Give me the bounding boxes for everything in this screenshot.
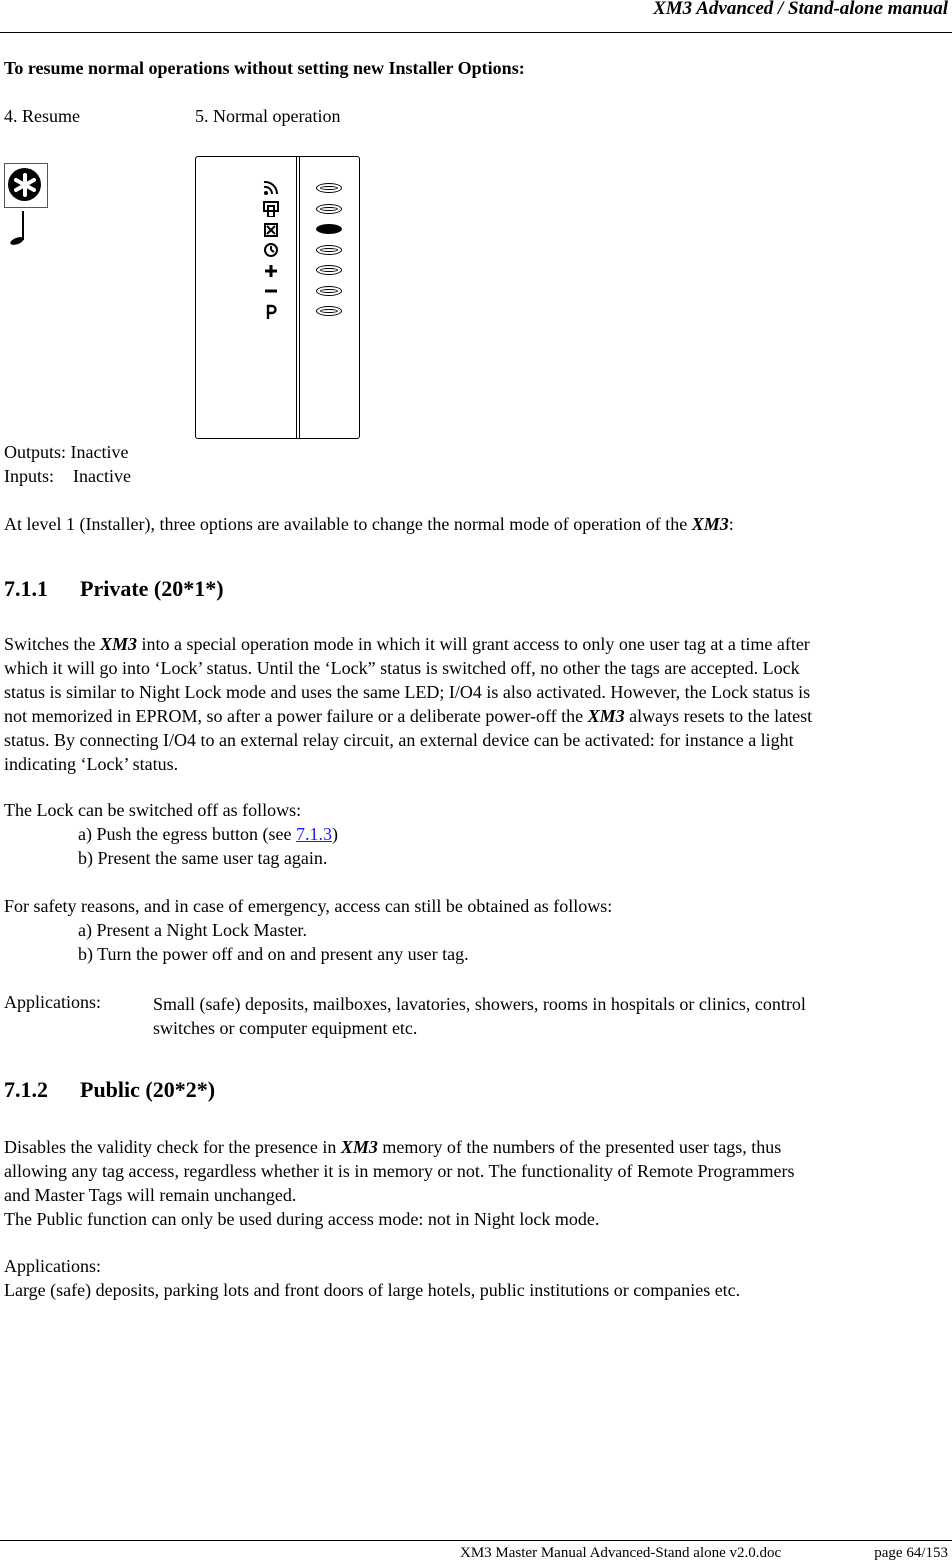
public-applications-text: Large (safe) deposits, parking lots and front doors of large hotels, public institutions or companies etc. xyxy=(4,1280,741,1300)
minus-icon xyxy=(262,283,280,299)
outputs-status: Outputs: Inactive xyxy=(4,442,129,462)
private-applications-label: Applications: xyxy=(4,992,101,1012)
plus-icon xyxy=(262,263,280,279)
section-7-1-2-heading: 7.1.2 Public (20*2*) xyxy=(4,1077,216,1102)
led-7 xyxy=(316,306,342,316)
running-header-title: XM3 Advanced / Stand-alone manual xyxy=(653,0,948,19)
panel-divider xyxy=(296,157,300,438)
step-5-label: 5. Normal operation xyxy=(195,106,341,126)
music-note-icon xyxy=(4,210,28,246)
resume-heading: To resume normal operations without setting new Installer Options: xyxy=(4,58,525,78)
private-applications-text: Small (safe) deposits, mailboxes, lavatories, showers, rooms in hospitals or clinics, control switches or computer equipment etc. xyxy=(153,994,806,1038)
safety-intro: For safety reasons, and in case of emergency, access can still be obtained as follows: xyxy=(4,896,613,916)
level-options-text: At level 1 (Installer), three options are available to change the normal mode of operation of the XM3: xyxy=(4,514,734,534)
inputs-status: Inputs: Inactive xyxy=(4,466,131,486)
led-3 xyxy=(316,224,342,234)
clock-icon xyxy=(262,242,280,258)
footer-page-number: page 64/153 xyxy=(874,1545,948,1561)
p-letter-icon xyxy=(262,304,280,320)
reader-led-panel xyxy=(195,156,360,439)
header-rule xyxy=(0,32,952,33)
safety-option-a: a) Present a Night Lock Master. xyxy=(78,920,307,940)
section-7-1-1-heading: 7.1.1 Private (20*1*) xyxy=(4,576,224,601)
public-description: Disables the validity check for the presence in XM3 memory of the numbers of the presented user tags, thus allowing any tag access, regardless whether it is in memory or not. The functionality of Remote Programmers and Master Tags will remain unchanged. The Public function can only be used during access mode: not in Night lock mode. xyxy=(4,1137,795,1229)
step-4-label: 4. Resume xyxy=(4,106,80,126)
footer-file-name: XM3 Master Manual Advanced-Stand alone v2.0.doc xyxy=(460,1545,782,1561)
section-7-1-3-link[interactable]: 7.1.3 xyxy=(295,824,332,844)
lock-off-option-b: b) Present the same user tag again. xyxy=(78,848,328,868)
public-applications-label: Applications: xyxy=(4,1256,101,1276)
private-description: Switches the XM3 into a special operation mode in which it will grant access to only one user tag at a time after which it will go into ‘Lock’ status. Until the ‘Lock” status is switched off, no other the tags are accepted. Lock status is similar to Night Lock mode and uses the same LED; I/O4 is also activated. However, the Lock status is not memorized in EPROM, so after a power failure or a deliberate power-off the XM3 always resets to the latest status. By connecting I/O4 to an external relay circuit, an external device can be activated: for instance a light indicating ‘Lock’ status. xyxy=(4,634,813,774)
safety-option-b: b) Turn the power off and on and present any user tag. xyxy=(78,944,469,964)
led-2 xyxy=(316,204,342,214)
led-1 xyxy=(316,183,342,193)
led-5 xyxy=(316,265,342,275)
led-6 xyxy=(316,286,342,296)
led-4 xyxy=(316,245,342,255)
footer-rule xyxy=(0,1540,952,1541)
lock-off-option-a: a) Push the egress button (see 7.1.3) xyxy=(78,824,338,844)
asterisk-key-icon xyxy=(4,163,48,208)
antenna-icon xyxy=(262,180,280,196)
door-icon xyxy=(262,201,280,217)
lock-box-icon xyxy=(262,222,280,238)
lock-off-intro: The Lock can be switched off as follows: xyxy=(4,800,302,820)
